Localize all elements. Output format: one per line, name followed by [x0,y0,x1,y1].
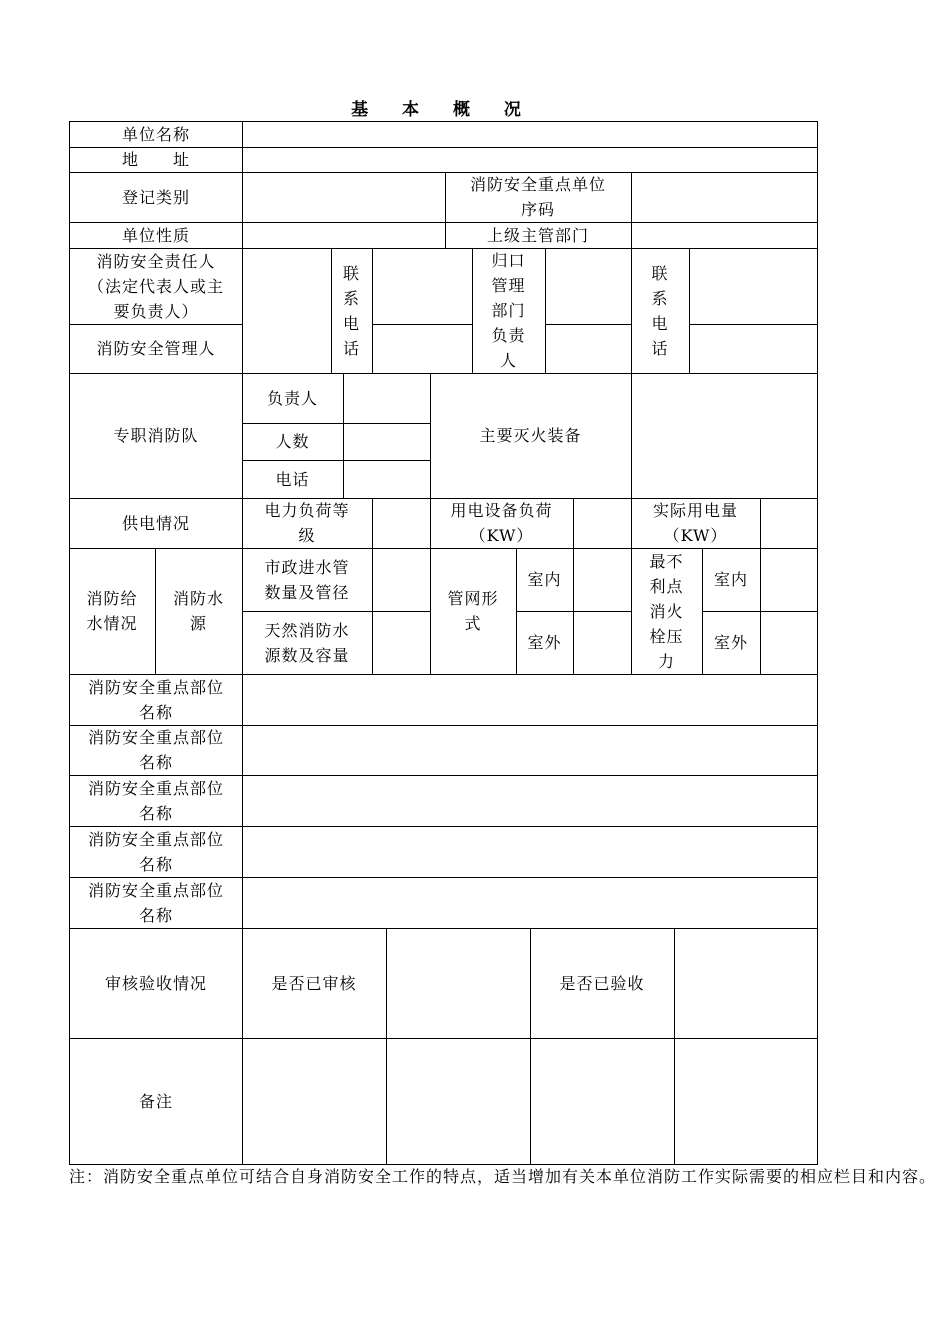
unit-nature-label: 单位性质 [121,225,190,245]
col-line [372,248,373,373]
phone-label: 电话 [275,469,310,489]
key-location-label: 消防安全重点部位 名称 [87,728,224,772]
worst-hydrant-pressure-label: 最不 利点 消火 栓压 力 [649,551,684,671]
contact-phone-label: 联 系 电 话 [342,263,360,358]
key-location-label: 消防安全重点部位 名称 [87,677,224,722]
key-location-label: 消防安全重点部位 名称 [87,829,224,874]
pipe-network-label: 管网形 式 [447,589,499,633]
outdoor-label: 室外 [527,633,562,652]
row-line [372,324,472,325]
col-line [674,928,675,1165]
indoor-label: 室内 [527,570,562,589]
person-in-charge-label: 负责人 [266,388,318,408]
equipment-load-label: 用电设备负荷 （KW） [450,501,553,545]
address-label: 地 址 [121,150,190,169]
key-location-label: 消防安全重点部位 名称 [87,778,224,823]
actual-power-label: 实际用电量 （KW） [652,501,738,545]
page-title: 基 本 概 况 [351,100,535,120]
natural-water-label: 天然消防水 源数及容量 [264,620,350,665]
power-load-grade-label: 电力负荷等 级 [264,501,350,545]
safety-responsible-label: 消防安全责任人 （法定代表人或主 要负责人） [87,251,224,321]
col-line [631,172,632,248]
water-supply-label: 消防给 水情况 [86,589,138,633]
fire-brigade-label: 专职消防队 [113,426,199,445]
registration-category-label: 登记类别 [121,187,190,207]
main-equipment-label: 主要灭火装备 [479,426,582,445]
unit-name-label: 单位名称 [121,124,190,144]
row-line [689,324,818,325]
review-acceptance-label: 审核验收情况 [104,973,207,993]
key-unit-serial-label: 消防安全重点单位 序码 [469,175,606,219]
col-line [386,928,387,1165]
col-line [372,498,373,674]
outdoor-label-2: 室外 [713,633,748,652]
col-line [760,498,761,674]
footnote: 注：消防安全重点单位可结合自身消防安全工作的特点，适当增加有关本单位消防工作实际需要的相应栏目和内容。 [69,1167,937,1186]
water-source-label: 消防水 源 [172,589,224,633]
headcount-label: 人数 [275,432,310,451]
row-line [545,324,631,325]
reviewed-label: 是否已审核 [271,973,357,993]
municipal-pipes-label: 市政进水管 数量及管径 [264,557,350,602]
indoor-label-2: 室内 [713,570,748,589]
col-line [689,248,690,373]
power-supply-label: 供电情况 [121,513,190,533]
col-line [343,373,344,498]
col-line [545,248,546,373]
safety-manager-label: 消防安全管理人 [96,339,216,358]
contact-phone-label-2: 联 系 电 话 [651,263,669,358]
dept-head-label: 归口 管理 部门 负责 人 [491,251,526,370]
superior-dept-label: 上级主管部门 [486,225,589,245]
remarks-label: 备注 [138,1092,173,1111]
key-location-label: 消防安全重点部位 名称 [87,880,224,925]
accepted-label: 是否已验收 [559,973,645,993]
col-line [573,498,574,674]
